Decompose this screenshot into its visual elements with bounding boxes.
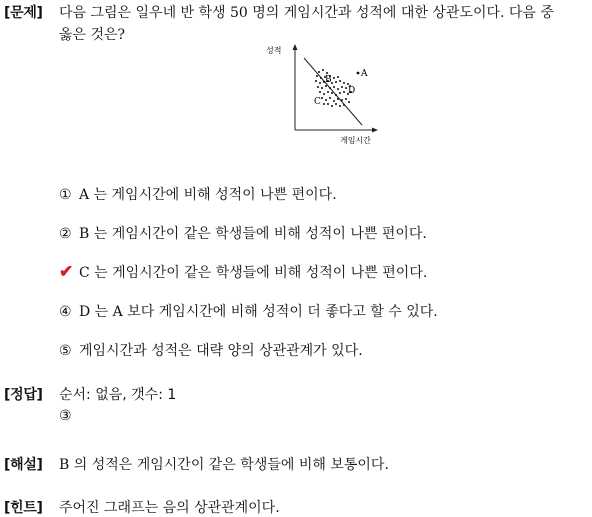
question-tag: [문제]: [4, 5, 43, 21]
point-a-label: A: [361, 69, 368, 79]
explanation-text: B 의 성적은 게임시간이 같은 학생들에 비해 보통이다.: [59, 457, 389, 473]
option-3-text: C 는 게임시간이 같은 학생들에 비해 성적이 나쁜 편이다.: [79, 265, 428, 281]
option-5[interactable]: [59, 340, 363, 360]
option-4-marker: ④: [59, 304, 72, 320]
option-5-marker: ⑤: [59, 343, 72, 359]
x-axis-arrow: [372, 128, 378, 133]
option-2[interactable]: [59, 223, 427, 243]
option-5-text: 게임시간과 성적은 대략 양의 상관관계가 있다.: [79, 343, 363, 359]
point-c-label: C: [314, 97, 321, 107]
answer-line-1: 순서: 없음, 갯수: 1: [59, 387, 177, 403]
option-1[interactable]: [59, 184, 337, 204]
option-4[interactable]: [59, 301, 438, 321]
answer-line-2: ③: [59, 408, 72, 424]
option-1-text: A 는 게임시간에 비해 성적이 나쁜 편이다.: [79, 187, 337, 203]
option-2-marker: ②: [59, 226, 72, 242]
point-a: [357, 72, 360, 75]
option-2-text: B 는 게임시간이 같은 학생들에 비해 성적이 나쁜 편이다.: [79, 226, 427, 242]
x-axis-label: 게임시간: [340, 136, 371, 145]
question-line-2: 옳은 것은?: [59, 27, 126, 43]
answer-tag: [정답]: [4, 387, 43, 403]
option-1-marker: ①: [59, 187, 72, 203]
y-axis-label: 성적: [266, 46, 282, 55]
hint-text: 주어진 그래프는 음의 상관관계이다.: [59, 500, 280, 516]
explanation-tag: [해설]: [4, 457, 43, 473]
checkmark-icon: ✔: [59, 262, 74, 282]
point-d-label: D: [348, 86, 356, 96]
hint-tag: [힌트]: [4, 500, 43, 516]
question-line-1: 다음 그림은 일우네 반 학생 50 명의 게임시간과 성적에 대한 상관도이다. 다음 중: [59, 5, 554, 21]
point-b-label: B: [325, 75, 332, 85]
y-axis-arrow: [293, 44, 298, 50]
scatter-figure: [262, 40, 392, 152]
option-4-text: D 는 A 보다 게임시간에 비해 성적이 더 좋다고 할 수 있다.: [79, 304, 438, 320]
option-3[interactable]: [59, 262, 427, 282]
